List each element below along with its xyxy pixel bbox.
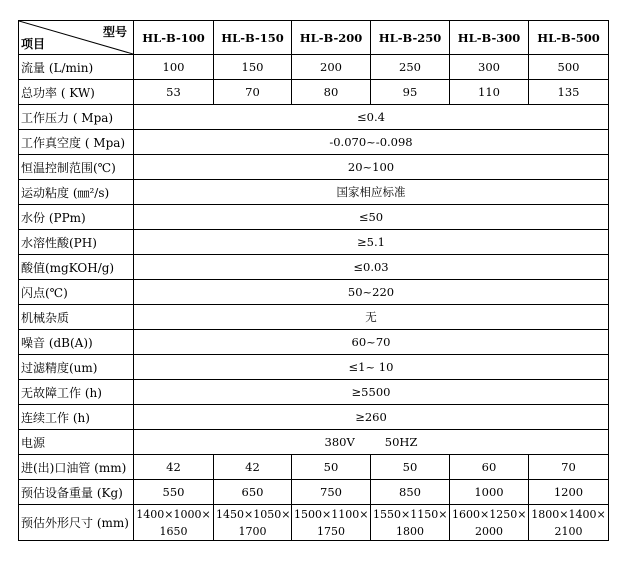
cell-value: 750 [292, 480, 371, 505]
row-label: 连续工作 (h) [19, 405, 134, 430]
model-header: HL-B-200 [292, 21, 371, 55]
cell-value: 200 [292, 55, 371, 80]
cell-value: 70 [529, 455, 609, 480]
cell-value [134, 505, 214, 541]
dimension-line-2: 1700 [238, 524, 267, 538]
cell-value: 80 [292, 80, 371, 105]
dimension-line-1: 1600×1250× [452, 507, 527, 521]
cell-value: ≥260 [134, 405, 609, 430]
cell-value [450, 505, 529, 541]
table-row-weight [19, 480, 609, 505]
cell-value: 1000 [450, 480, 529, 505]
cell-value: 650 [214, 480, 292, 505]
row-label: 水份 (PPm) [19, 205, 134, 230]
model-label: 型号 [102, 25, 127, 39]
dimension-line-2: 2100 [554, 524, 583, 538]
row-label: 酸值(mgKOH/g) [19, 255, 134, 280]
row-label: 恒温控制范围(℃) [19, 155, 134, 180]
cell-value: 50 [292, 455, 371, 480]
table-row [19, 255, 609, 280]
cell-value: -0.070~-0.098 [134, 130, 609, 155]
cell-value [371, 505, 450, 541]
header-row [19, 21, 609, 55]
table-row [19, 105, 609, 130]
cell-value: 53 [134, 80, 214, 105]
table-row [19, 305, 609, 330]
table-row [19, 155, 609, 180]
cell-value: 110 [450, 80, 529, 105]
item-label: 项目 [21, 37, 46, 51]
cell-value: 50~220 [134, 280, 609, 305]
cell-value: 95 [371, 80, 450, 105]
row-label: 预估外形尺寸 (mm) [19, 505, 134, 541]
row-label: 闪点(℃) [19, 280, 134, 305]
cell-value: 550 [134, 480, 214, 505]
cell-value: 50 [371, 455, 450, 480]
row-label: 无故障工作 (h) [19, 380, 134, 405]
dimension-line-1: 1500×1100× [294, 507, 369, 521]
row-label: 工作压力 ( Mpa) [19, 105, 134, 130]
dimension-line-1: 1550×1150× [373, 507, 448, 521]
cell-value: 42 [214, 455, 292, 480]
cell-value [214, 505, 292, 541]
power-voltage: 380V [324, 435, 355, 449]
row-label: 机械杂质 [19, 305, 134, 330]
table-row [19, 405, 609, 430]
cell-value: 300 [450, 55, 529, 80]
cell-value: 100 [134, 55, 214, 80]
row-label: 水溶性酸(PH) [19, 230, 134, 255]
row-label: 电源 [19, 430, 134, 455]
dimension-line-2: 1750 [317, 524, 345, 538]
row-label: 流量 (L/min) [19, 55, 134, 80]
cell-value [292, 505, 371, 541]
dimension-line-1: 1450×1050× [216, 507, 291, 521]
cell-value: 20~100 [134, 155, 609, 180]
table-row [19, 205, 609, 230]
dimension-line-2: 1800 [396, 524, 424, 538]
dimension-line-1: 1800×1400× [531, 507, 606, 521]
model-header: HL-B-500 [529, 21, 609, 55]
model-header: HL-B-100 [134, 21, 214, 55]
cell-value: 70 [214, 80, 292, 105]
cell-value: 250 [371, 55, 450, 80]
spec-table [18, 20, 609, 541]
cell-value: 60 [450, 455, 529, 480]
model-header: HL-B-150 [214, 21, 292, 55]
row-label: 过滤精度(um) [19, 355, 134, 380]
cell-value [529, 505, 609, 541]
table-row-total-power [19, 80, 609, 105]
row-label: 运动粘度 (㎜²/s) [19, 180, 134, 205]
table-row-pipe [19, 455, 609, 480]
cell-value: ≥5500 [134, 380, 609, 405]
cell-value: ≤0.03 [134, 255, 609, 280]
table-row [19, 355, 609, 380]
table-row-power-supply [19, 430, 609, 455]
cell-value: 850 [371, 480, 450, 505]
dimension-line-1: 1400×1000× [136, 507, 211, 521]
table-row [19, 380, 609, 405]
cell-value: 无 [134, 305, 609, 330]
row-label: 噪音 (dB(A)) [19, 330, 134, 355]
cell-value: 135 [529, 80, 609, 105]
row-label: 总功率 ( KW) [19, 80, 134, 105]
dimension-line-2: 2000 [475, 524, 503, 538]
table-row [19, 230, 609, 255]
cell-value: ≤0.4 [134, 105, 609, 130]
cell-value: 42 [134, 455, 214, 480]
model-header: HL-B-300 [450, 21, 529, 55]
model-header: HL-B-250 [371, 21, 450, 55]
cell-value: 1200 [529, 480, 609, 505]
dimension-line-2: 1650 [159, 524, 188, 538]
cell-value: ≥5.1 [134, 230, 609, 255]
table-row [19, 330, 609, 355]
row-label: 工作真空度 ( Mpa) [19, 130, 134, 155]
table-row [19, 180, 609, 205]
cell-value: 500 [529, 55, 609, 80]
row-label: 预估设备重量 (Kg) [19, 480, 134, 505]
header-corner-cell [19, 21, 134, 55]
cell-value: ≤1~ 10 [134, 355, 609, 380]
cell-value: 国家相应标准 [134, 180, 609, 205]
row-label: 进(出)口油管 (mm) [19, 455, 134, 480]
table-row [19, 130, 609, 155]
cell-value: ≤50 [134, 205, 609, 230]
cell-value [134, 430, 609, 455]
cell-value: 150 [214, 55, 292, 80]
table-row-flow [19, 55, 609, 80]
power-frequency: 50HZ [384, 435, 418, 449]
cell-value: 60~70 [134, 330, 609, 355]
table-row-dimensions [19, 505, 609, 541]
table-row [19, 280, 609, 305]
